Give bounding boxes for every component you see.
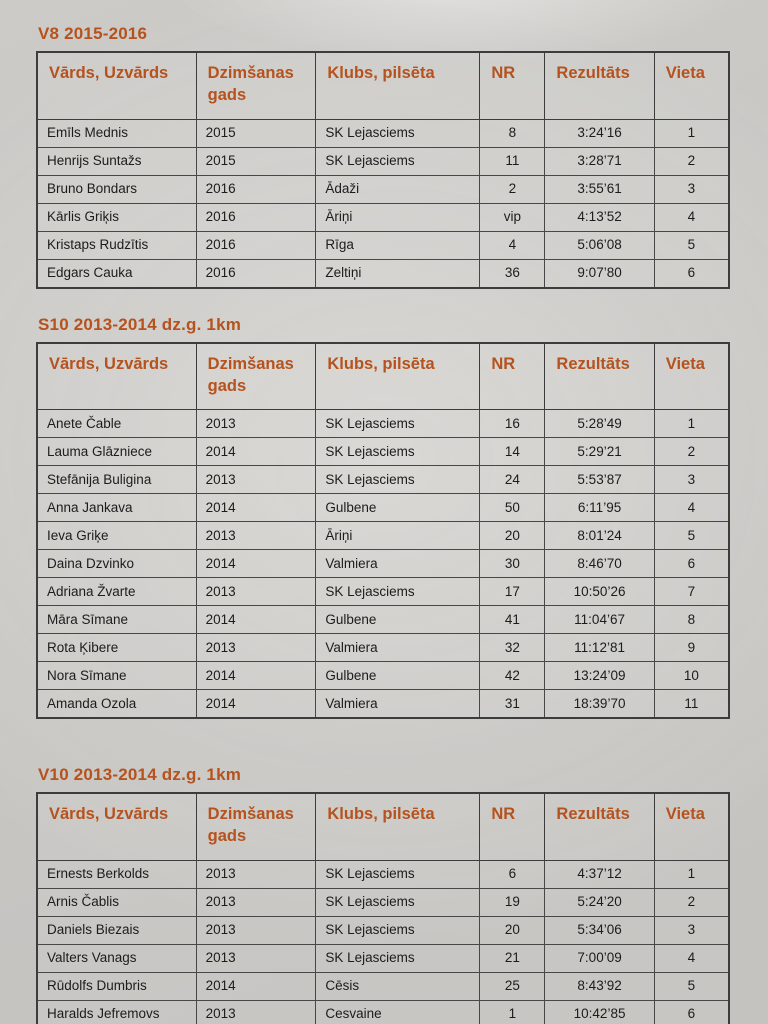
table-cell: Āriņi xyxy=(316,522,480,550)
table-cell: Gulbene xyxy=(316,662,480,690)
table-cell: 32 xyxy=(480,634,545,662)
table-row xyxy=(37,410,729,438)
results-table xyxy=(36,792,730,1024)
table-row xyxy=(37,634,729,662)
table-cell: 8 xyxy=(654,606,729,634)
table-cell: SK Lejasciems xyxy=(316,860,480,888)
table-cell: Rūdolfs Dumbris xyxy=(37,972,196,1000)
table-cell: Nora Sīmane xyxy=(37,662,196,690)
table-row xyxy=(37,438,729,466)
table-cell: 19 xyxy=(480,888,545,916)
table-cell: Daniels Biezais xyxy=(37,916,196,944)
table-cell: Henrijs Suntažs xyxy=(37,147,196,175)
table-cell: Cēsis xyxy=(316,972,480,1000)
table-cell: 2013 xyxy=(196,888,316,916)
table-cell: Valmiera xyxy=(316,690,480,719)
table-cell: 5:28’49 xyxy=(545,410,654,438)
header-row xyxy=(37,793,729,860)
table-cell: 2015 xyxy=(196,147,316,175)
table-cell: Gulbene xyxy=(316,494,480,522)
table-cell: SK Lejasciems xyxy=(316,888,480,916)
header-row xyxy=(37,52,729,119)
column-header: Vieta xyxy=(654,52,729,119)
table-cell: Daina Dzvinko xyxy=(37,550,196,578)
table-row xyxy=(37,550,729,578)
table-cell: Valmiera xyxy=(316,550,480,578)
table-cell: Emīls Mednis xyxy=(37,119,196,147)
column-header: NR xyxy=(480,343,545,410)
table-cell: Āriņi xyxy=(316,203,480,231)
table-cell: Valmiera xyxy=(316,634,480,662)
table-cell: 5 xyxy=(654,972,729,1000)
table-cell: 2013 xyxy=(196,522,316,550)
table-cell: 2016 xyxy=(196,175,316,203)
table-cell: 11 xyxy=(654,690,729,719)
table-cell: 2013 xyxy=(196,410,316,438)
table-cell: 5 xyxy=(654,522,729,550)
table-cell: 4:37’12 xyxy=(545,860,654,888)
table-cell: 42 xyxy=(480,662,545,690)
table-cell: 41 xyxy=(480,606,545,634)
column-header: Vārds, Uzvārds xyxy=(37,52,196,119)
table-cell: Kārlis Griķis xyxy=(37,203,196,231)
table-cell: 13:24’09 xyxy=(545,662,654,690)
results-section-v8 xyxy=(36,24,730,289)
table-cell: 8:43’92 xyxy=(545,972,654,1000)
table-cell: Edgars Cauka xyxy=(37,259,196,288)
table-row xyxy=(37,259,729,288)
table-row xyxy=(37,147,729,175)
table-cell: 2013 xyxy=(196,578,316,606)
table-cell: Bruno Bondars xyxy=(37,175,196,203)
table-cell: Māra Sīmane xyxy=(37,606,196,634)
column-header: NR xyxy=(480,793,545,860)
table-cell: 5:34’06 xyxy=(545,916,654,944)
table-cell: SK Lejasciems xyxy=(316,466,480,494)
table-row xyxy=(37,662,729,690)
table-cell: 16 xyxy=(480,410,545,438)
table-cell: SK Lejasciems xyxy=(316,410,480,438)
table-cell: 17 xyxy=(480,578,545,606)
table-cell: 4:13’52 xyxy=(545,203,654,231)
table-cell: 9 xyxy=(654,634,729,662)
table-cell: 30 xyxy=(480,550,545,578)
table-cell: 5:29’21 xyxy=(545,438,654,466)
table-cell: 10:50’26 xyxy=(545,578,654,606)
table-cell: Anna Jankava xyxy=(37,494,196,522)
table-cell: 2015 xyxy=(196,119,316,147)
table-cell: 4 xyxy=(480,231,545,259)
table-cell: 6 xyxy=(654,259,729,288)
table-row xyxy=(37,494,729,522)
table-cell: 2013 xyxy=(196,860,316,888)
table-cell: Zeltiņi xyxy=(316,259,480,288)
table-cell: 21 xyxy=(480,944,545,972)
table-cell: Rīga xyxy=(316,231,480,259)
table-cell: 4 xyxy=(654,203,729,231)
table-cell: 6 xyxy=(654,550,729,578)
table-cell: 5:06’08 xyxy=(545,231,654,259)
table-cell: SK Lejasciems xyxy=(316,119,480,147)
table-cell: 2013 xyxy=(196,944,316,972)
section-title: S10 2013-2014 dz.g. 1km xyxy=(38,314,242,334)
results-section-s10 xyxy=(36,315,730,720)
table-cell: 11:12’81 xyxy=(545,634,654,662)
table-cell: SK Lejasciems xyxy=(316,944,480,972)
table-cell: 2014 xyxy=(196,494,316,522)
table-cell: 5 xyxy=(654,231,729,259)
table-cell: 3:28’71 xyxy=(545,147,654,175)
table-cell: Ieva Griķe xyxy=(37,522,196,550)
table-cell: SK Lejasciems xyxy=(316,916,480,944)
table-cell: 1 xyxy=(654,410,729,438)
table-row xyxy=(37,231,729,259)
column-header: Vieta xyxy=(654,343,729,410)
table-cell: 3 xyxy=(654,175,729,203)
table-cell: 2016 xyxy=(196,231,316,259)
table-cell: 4 xyxy=(654,494,729,522)
results-table xyxy=(36,51,730,289)
table-cell: 3 xyxy=(654,466,729,494)
table-cell: 2014 xyxy=(196,606,316,634)
table-cell: 5:53’87 xyxy=(545,466,654,494)
table-cell: 2 xyxy=(654,438,729,466)
column-header: NR xyxy=(480,52,545,119)
table-row xyxy=(37,1000,729,1024)
table-cell: Valters Vanags xyxy=(37,944,196,972)
table-cell: 50 xyxy=(480,494,545,522)
table-cell: 2016 xyxy=(196,259,316,288)
column-header: Dzimšanas gads xyxy=(196,793,316,860)
table-cell: 5:24’20 xyxy=(545,888,654,916)
table-row xyxy=(37,690,729,719)
table-cell: 10:42’85 xyxy=(545,1000,654,1024)
section-title: V8 2015-2016 xyxy=(38,24,148,43)
table-cell: 1 xyxy=(654,860,729,888)
table-cell: 6:11’95 xyxy=(545,494,654,522)
table-cell: Stefānija Buligina xyxy=(37,466,196,494)
results-table xyxy=(36,342,730,720)
column-header: Rezultāts xyxy=(545,52,654,119)
table-cell: 2013 xyxy=(196,1000,316,1024)
section-title: V10 2013-2014 dz.g. 1km xyxy=(38,765,242,785)
table-cell: 2 xyxy=(654,888,729,916)
table-cell: 2013 xyxy=(196,466,316,494)
table-row xyxy=(37,606,729,634)
results-section-v10 xyxy=(36,765,730,1024)
table-cell: 2014 xyxy=(196,690,316,719)
table-cell: 18:39’70 xyxy=(545,690,654,719)
column-header: Rezultāts xyxy=(545,343,654,410)
table-cell: 7 xyxy=(654,578,729,606)
table-cell: 6 xyxy=(480,860,545,888)
table-row xyxy=(37,888,729,916)
table-cell: Arnis Čablis xyxy=(37,888,196,916)
table-cell: 2013 xyxy=(196,634,316,662)
table-row xyxy=(37,466,729,494)
table-cell: 11:04’67 xyxy=(545,606,654,634)
table-cell: 3:24’16 xyxy=(545,119,654,147)
table-cell: SK Lejasciems xyxy=(316,147,480,175)
table-cell: 31 xyxy=(480,690,545,719)
column-header: Klubs, pilsēta xyxy=(316,52,480,119)
table-cell: 2014 xyxy=(196,972,316,1000)
table-cell: Cesvaine xyxy=(316,1000,480,1024)
table-cell: 1 xyxy=(480,1000,545,1024)
table-cell: Gulbene xyxy=(316,606,480,634)
table-cell: 24 xyxy=(480,466,545,494)
table-cell: 1 xyxy=(654,119,729,147)
table-cell: Anete Čable xyxy=(37,410,196,438)
table-cell: 25 xyxy=(480,972,545,1000)
table-cell: 2 xyxy=(654,147,729,175)
table-row xyxy=(37,175,729,203)
table-cell: 3:55’61 xyxy=(545,175,654,203)
table-cell: 8:46’70 xyxy=(545,550,654,578)
table-cell: Ernests Berkolds xyxy=(37,860,196,888)
table-cell: 4 xyxy=(654,944,729,972)
table-cell: vip xyxy=(480,203,545,231)
column-header: Rezultāts xyxy=(545,793,654,860)
table-cell: 10 xyxy=(654,662,729,690)
table-cell: 36 xyxy=(480,259,545,288)
table-cell: Kristaps Rudzītis xyxy=(37,231,196,259)
table-cell: Rota Ķibere xyxy=(37,634,196,662)
table-cell: 2016 xyxy=(196,203,316,231)
table-row xyxy=(37,522,729,550)
table-cell: Ādaži xyxy=(316,175,480,203)
table-cell: 2014 xyxy=(196,662,316,690)
table-row xyxy=(37,916,729,944)
table-cell: 2014 xyxy=(196,438,316,466)
table-cell: 7:00’09 xyxy=(545,944,654,972)
table-cell: 8:01’24 xyxy=(545,522,654,550)
table-cell: Adriana Žvarte xyxy=(37,578,196,606)
table-cell: 14 xyxy=(480,438,545,466)
column-header: Vārds, Uzvārds xyxy=(37,793,196,860)
table-cell: Amanda Ozola xyxy=(37,690,196,719)
column-header: Dzimšanas gads xyxy=(196,52,316,119)
table-cell: 6 xyxy=(654,1000,729,1024)
column-header: Dzimšanas gads xyxy=(196,343,316,410)
table-cell: 3 xyxy=(654,916,729,944)
table-cell: SK Lejasciems xyxy=(316,578,480,606)
table-cell: 2 xyxy=(480,175,545,203)
table-cell: 20 xyxy=(480,522,545,550)
table-cell: 9:07’80 xyxy=(545,259,654,288)
table-row xyxy=(37,578,729,606)
table-cell: 11 xyxy=(480,147,545,175)
column-header: Klubs, pilsēta xyxy=(316,793,480,860)
table-row xyxy=(37,944,729,972)
header-row xyxy=(37,343,729,410)
table-cell: 2013 xyxy=(196,916,316,944)
table-cell: Haralds Jefremovs xyxy=(37,1000,196,1024)
column-header: Vieta xyxy=(654,793,729,860)
table-row xyxy=(37,203,729,231)
table-cell: Lauma Glāzniece xyxy=(37,438,196,466)
table-cell: 20 xyxy=(480,916,545,944)
table-row xyxy=(37,972,729,1000)
table-row xyxy=(37,860,729,888)
table-cell: 8 xyxy=(480,119,545,147)
column-header: Vārds, Uzvārds xyxy=(37,343,196,410)
table-row xyxy=(37,119,729,147)
column-header: Klubs, pilsēta xyxy=(316,343,480,410)
table-cell: 2014 xyxy=(196,550,316,578)
table-cell: SK Lejasciems xyxy=(316,438,480,466)
